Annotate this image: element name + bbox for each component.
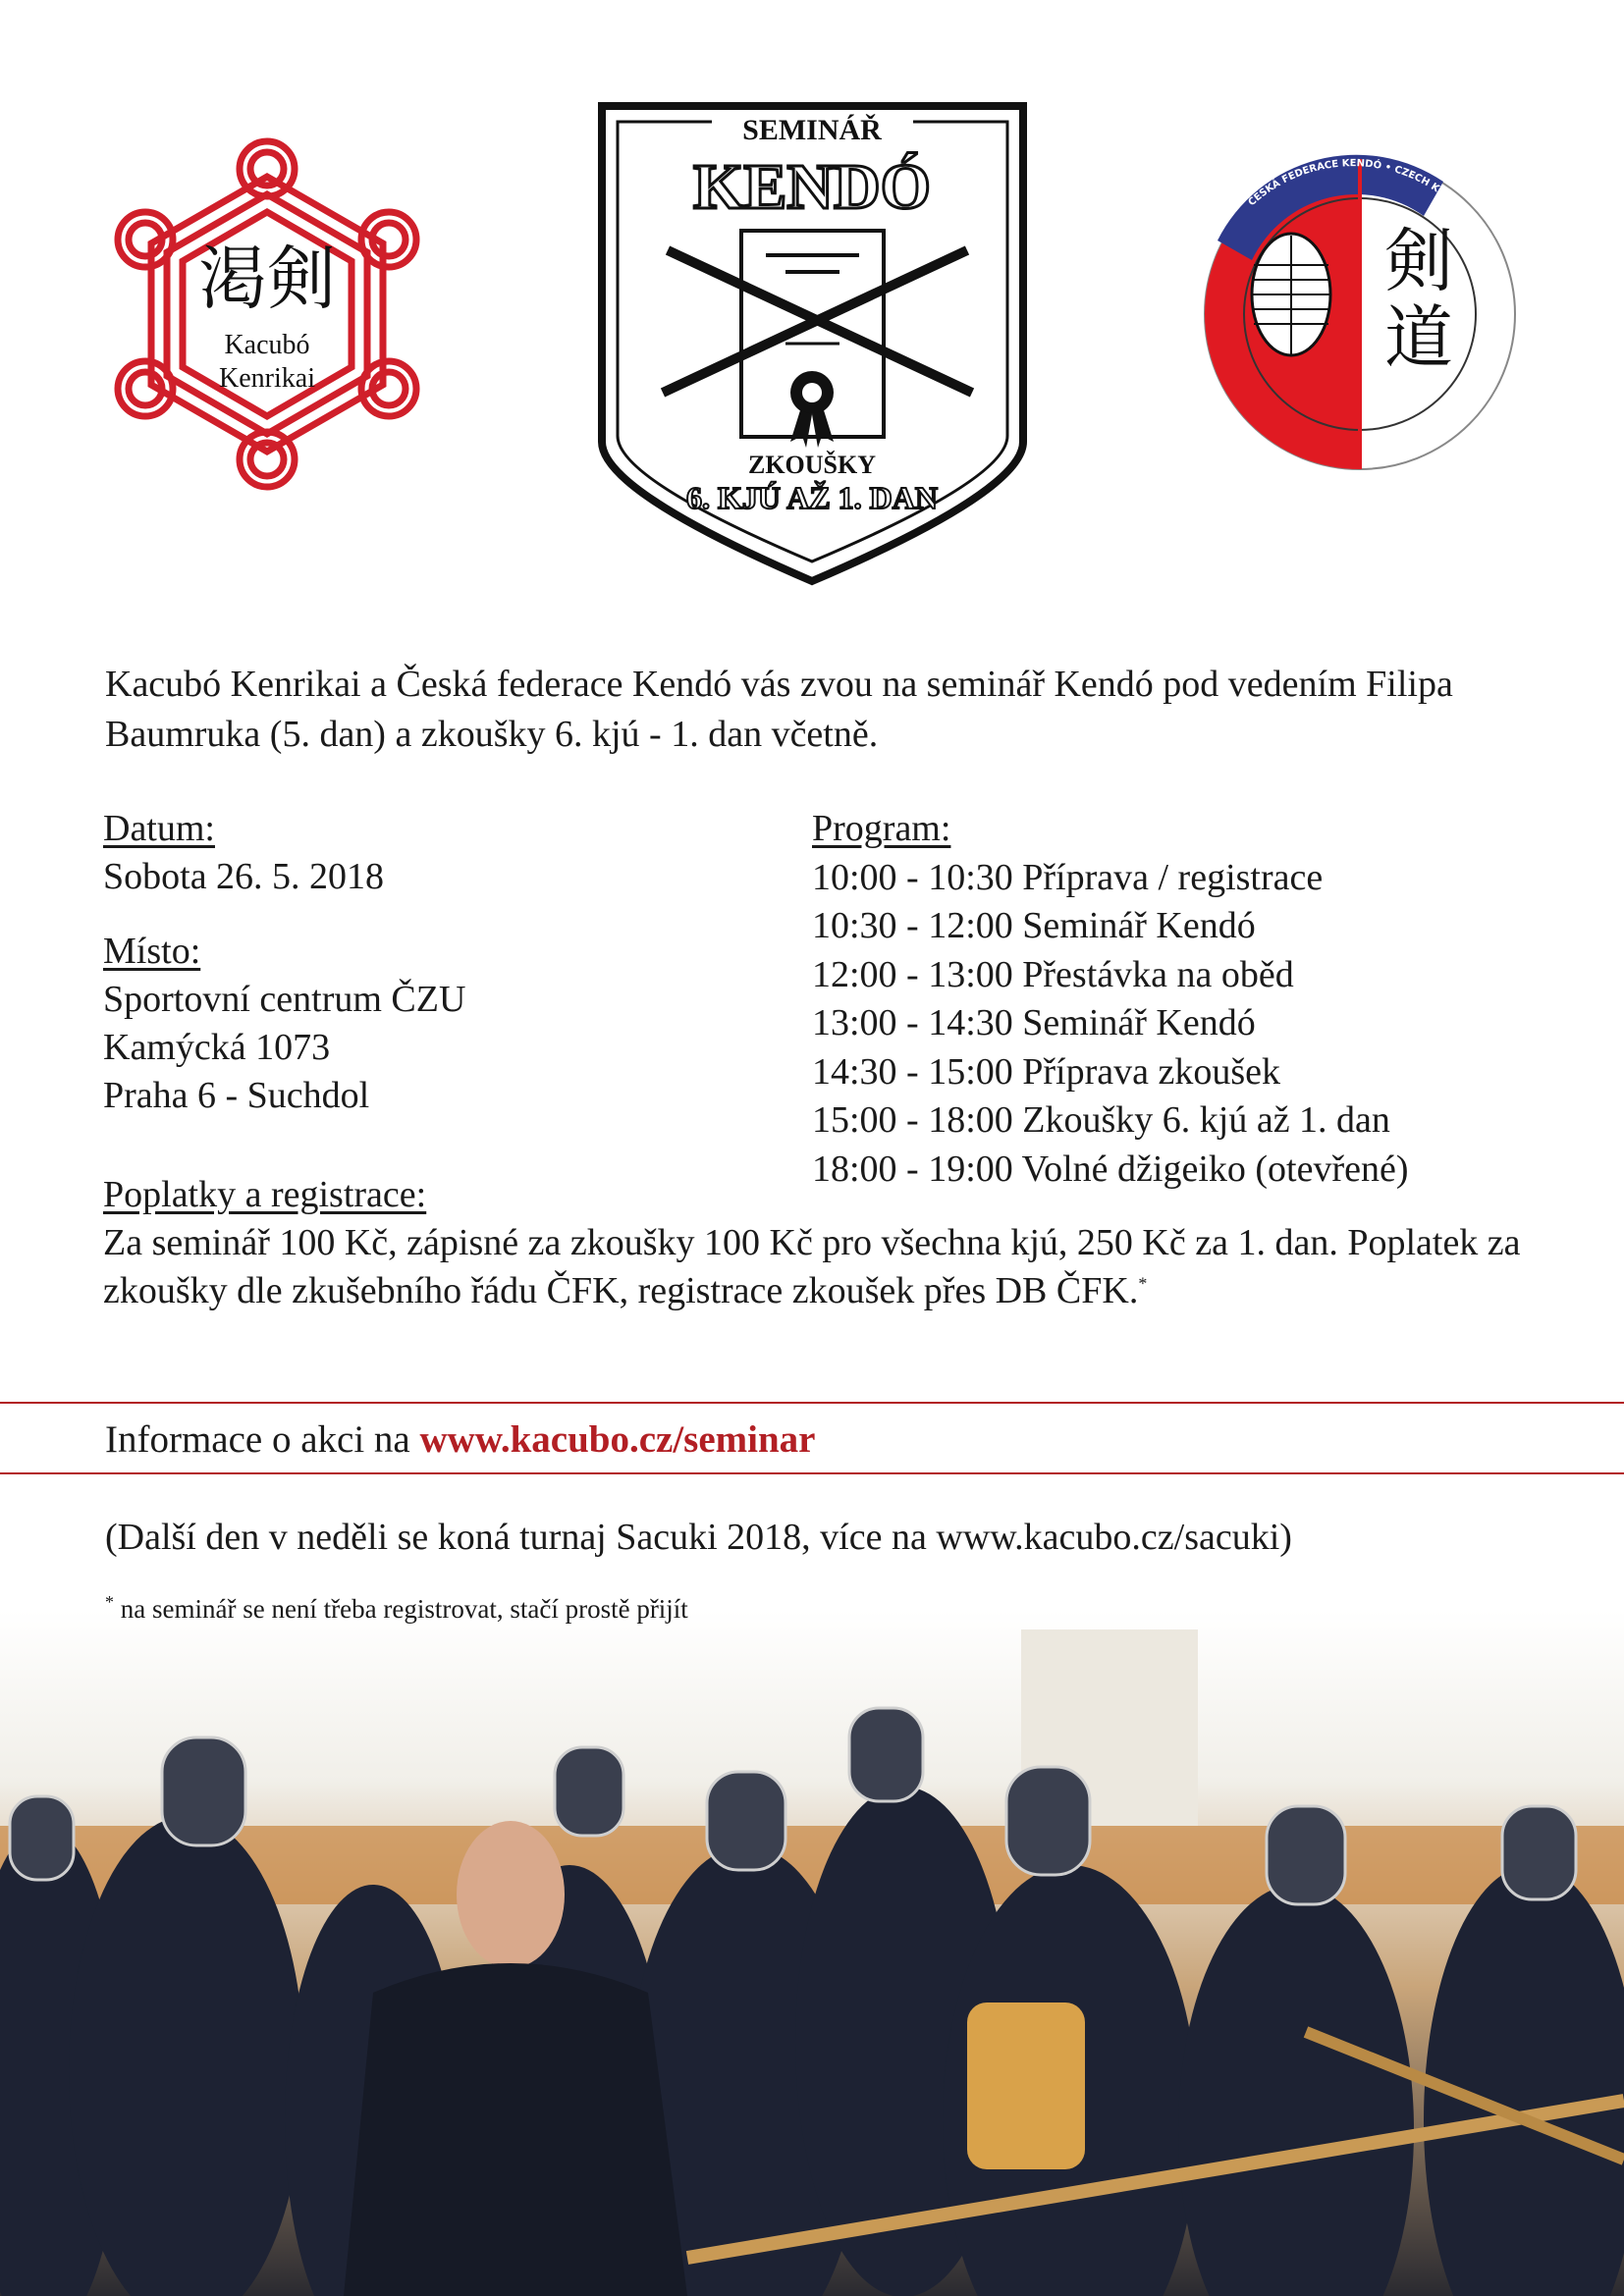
shield-title: KENDÓ (692, 151, 932, 223)
program-item: 15:00 - 18:00 Zkoušky 6. kjú až 1. dan (812, 1099, 1390, 1141)
federation-kanji-bottom: 道 (1384, 297, 1453, 378)
info-line (105, 1417, 816, 1462)
czech-kendo-federation-logo (1193, 147, 1527, 481)
kendo-group-photo (0, 1610, 1624, 2296)
kacubo-kenrikai-logo (98, 137, 437, 491)
fees-block (103, 1171, 1556, 1315)
fees-text: Za seminář 100 Kč, zápisné za zkoušky 100 Kč pro všechna kjú, 250 Kč za 1. dan. Poplatek za zkoušky dle zkušebního řádu ČFK, registrace zkoušek přes DB ČFK. (103, 1222, 1521, 1311)
federation-ring-text: ČESKÁ FEDERACE KENDÓ • CZECH KENDO FEDERATION • (1246, 158, 1506, 287)
logo-line1: Kacubó (224, 330, 310, 360)
program-heading: Program: (812, 808, 951, 849)
place-block (103, 928, 790, 1120)
logo-kanji: 渇剣 (198, 239, 336, 319)
place-line: Praha 6 - Suchdol (103, 1075, 370, 1116)
seminar-link[interactable]: www.kacubo.cz/seminar (419, 1418, 816, 1461)
info-prefix: Informace o akci na (105, 1418, 420, 1461)
next-day-note: (Další den v neděli se koná turnaj Sacuki 2018, více na www.kacubo.cz/sacuki) (105, 1517, 1292, 1558)
program-item: 10:00 - 10:30 Příprava / registrace (812, 856, 1324, 898)
intro-text: Kacubó Kenrikai a Česká federace Kendó vás zvou na seminář Kendó pod vedením Filipa Baumruka (5. dan) a zkoušky 6. kjú - 1. dan včetně. (105, 664, 1453, 755)
program-column (812, 805, 1597, 1194)
seminar-shield-logo (594, 98, 1031, 589)
footnote-mark: * (105, 1592, 114, 1612)
place-line: Kamýcká 1073 (103, 1027, 331, 1068)
place-heading: Místo: (103, 931, 201, 972)
shield-bottom-text: ZKOUŠKY (747, 451, 877, 479)
details-column (103, 805, 790, 1147)
date-block (103, 805, 790, 901)
shield-top-text: SEMINÁŘ (742, 114, 882, 146)
date-heading: Datum: (103, 808, 215, 849)
divider-bottom (0, 1472, 1624, 1474)
fees-footnote-mark: * (1138, 1273, 1148, 1294)
program-item: 18:00 - 19:00 Volné džigeiko (otevřené) (812, 1148, 1409, 1190)
footnote (105, 1594, 688, 1625)
program-item: 12:00 - 13:00 Přestávka na oběd (812, 953, 1294, 995)
fees-heading: Poplatky a registrace: (103, 1174, 427, 1215)
place-line: Sportovní centrum ČZU (103, 979, 466, 1020)
date-value: Sobota 26. 5. 2018 (103, 856, 385, 897)
footnote-text: na seminář se není třeba registrovat, stačí prostě přijít (114, 1594, 688, 1624)
federation-kanji-top: 剣 (1384, 221, 1453, 301)
divider-top (0, 1402, 1624, 1404)
shield-arc-text: 6. KJÚ AŽ 1. DAN (685, 480, 939, 515)
logo-line2: Kenrikai (219, 363, 315, 394)
program-item: 10:30 - 12:00 Seminář Kendó (812, 905, 1256, 946)
program-item: 13:00 - 14:30 Seminář Kendó (812, 1002, 1256, 1043)
program-item: 14:30 - 15:00 Příprava zkoušek (812, 1050, 1281, 1093)
